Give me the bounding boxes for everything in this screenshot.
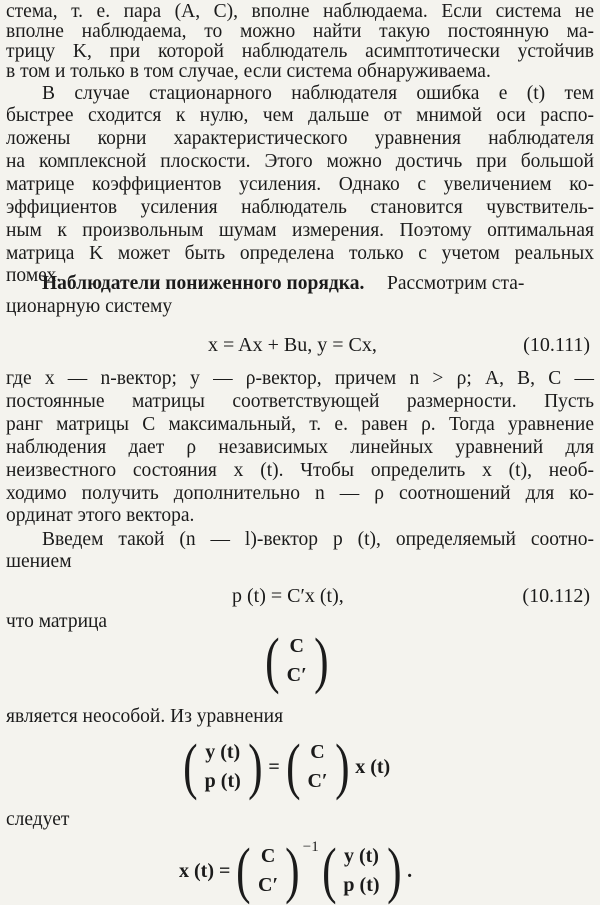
text-line: В случае стационарного наблюдателя ошибка e (t) тем bbox=[42, 83, 594, 104]
equation-number: (10.112) bbox=[522, 585, 590, 607]
right-paren: ) bbox=[313, 627, 329, 695]
matrix-entry: C′ bbox=[286, 664, 307, 686]
matrix-entry: C bbox=[289, 635, 304, 657]
text-line: быстрее сходится к нулю, чем дальше от мнимой оси распо- bbox=[6, 105, 594, 126]
text-line: следует bbox=[6, 809, 70, 830]
text-line: ранг матрицы C максимальный, т. е. равен ρ. Тогда уравнение bbox=[6, 414, 594, 435]
vector-entry: y (t) bbox=[205, 741, 241, 763]
equals-sign: = bbox=[268, 755, 280, 778]
text-line: что матрица bbox=[6, 611, 108, 632]
text-line: наблюдения дает ρ независимых линейных уравнений для bbox=[6, 437, 594, 458]
inverse-equation: x (t) = ( C C′ ) −1 ( y (t) p (t) ) . bbox=[176, 840, 415, 902]
text-line: ходимо получить дополнительно n — ρ соотношений для ко- bbox=[6, 483, 594, 504]
text-line: ным к произвольным шумам измерения. Поэтому оптимальная bbox=[6, 220, 594, 241]
vector-entry: p (t) bbox=[343, 874, 380, 896]
equation-10-112: p (t) = C′x (t), bbox=[232, 585, 344, 607]
vector-entry: p (t) bbox=[204, 770, 241, 792]
text-line: постоянные матрицы соответствующей размерности. Пусть bbox=[6, 391, 594, 412]
text-line: неизвестного состояния x (t). Чтобы определить x (t), необ- bbox=[6, 460, 594, 481]
text-line: помех. bbox=[6, 265, 62, 286]
lhs-x: x (t) = bbox=[179, 859, 231, 882]
equation-number: (10.111) bbox=[523, 334, 590, 356]
text-line: трицу K, при которой наблюдатель асимптотически устойчив bbox=[6, 41, 594, 62]
matrix-C-Cprime bbox=[262, 627, 331, 695]
matrix-entry: C bbox=[260, 845, 276, 867]
text-line: на комплексной плоскости. Этого можно достичь при большой bbox=[6, 151, 594, 172]
text-line: стема, т. е. пара (A, C), вполне наблюдаема. Если система не bbox=[6, 1, 594, 22]
text-line: эффициентов усиления наблюдатель становится чувствитель- bbox=[6, 197, 594, 218]
text-line: является неособой. Из уравнения bbox=[6, 706, 284, 727]
matrix-entry: C bbox=[310, 741, 325, 763]
vector-entry: y (t) bbox=[343, 845, 379, 867]
text-line: где x — n-вектор; y — ρ-вектор, причем n > ρ; A, B, C — bbox=[6, 368, 594, 389]
text-line: вполне наблюдаема, то можно найти такую постоянную ма- bbox=[6, 21, 594, 42]
text-line: шением bbox=[6, 551, 72, 572]
text-line: ординат этого вектора. bbox=[6, 505, 195, 526]
period: . bbox=[407, 859, 413, 882]
matrix-entry: C′ bbox=[258, 874, 279, 896]
text-line: матрица K может быть определена только с учетом реальных bbox=[6, 243, 594, 264]
text-line: ложены корни характеристического уравнения наблюдателя bbox=[6, 128, 594, 149]
text-line: матрице коэффициентов усиления. Однако с увеличением ко- bbox=[6, 174, 594, 195]
vector-x: x (t) bbox=[355, 755, 391, 778]
matrix-entry: C′ bbox=[307, 770, 328, 792]
text-line: ционарную систему bbox=[6, 296, 173, 317]
text-line: в том и только в том случае, если система обнаруживаема. bbox=[6, 61, 491, 82]
left-paren: ( bbox=[265, 627, 280, 695]
inverse-exponent: −1 bbox=[302, 838, 319, 855]
text-line: Рассмотрим ста- bbox=[387, 273, 525, 294]
section-heading: Наблюдатели пониженного порядка. bbox=[42, 273, 365, 294]
block-equation: ( y (t) p (t) ) = ( C C′ ) x (t) bbox=[180, 736, 393, 798]
equation-10-111: x = Ax + Bu, y = Cx, bbox=[208, 334, 377, 356]
text-line: Введем такой (n — l)-вектор p (t), определяемый соотно- bbox=[42, 529, 594, 550]
